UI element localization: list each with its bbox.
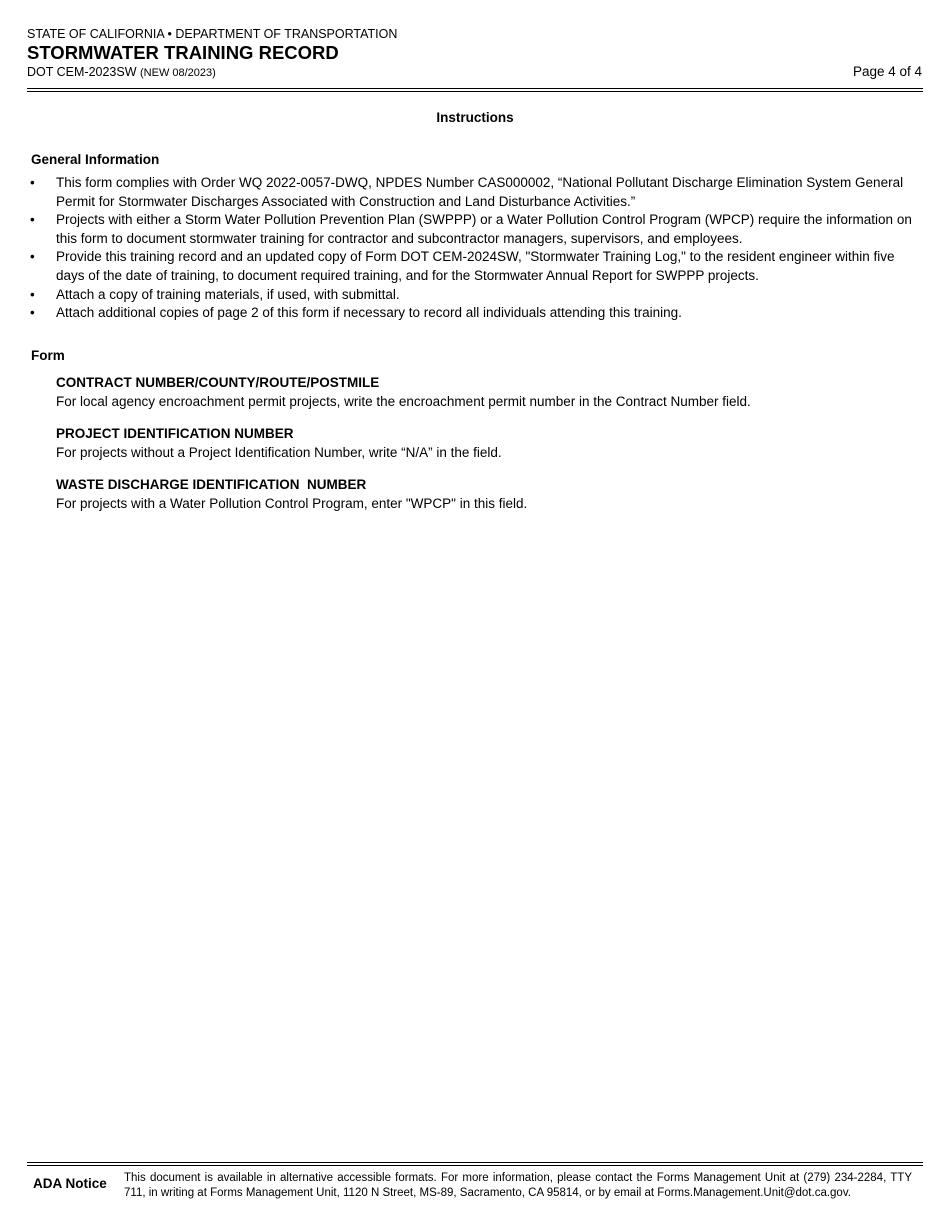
field-description: For projects without a Project Identification Number, write “N/A” in the field. bbox=[56, 445, 502, 460]
bullet-marker: • bbox=[30, 305, 35, 321]
ada-notice-label: ADA Notice bbox=[33, 1176, 107, 1191]
bullet-marker: • bbox=[30, 175, 35, 190]
instructions-heading: Instructions bbox=[436, 110, 514, 125]
agency-line: STATE OF CALIFORNIA • DEPARTMENT OF TRANSPORTATION bbox=[27, 27, 398, 41]
list-item bbox=[27, 304, 923, 323]
list-item bbox=[27, 286, 923, 305]
field-title: CONTRACT NUMBER/COUNTY/ROUTE/POSTMILE bbox=[56, 375, 380, 390]
ada-notice-text: This document is available in alternative accessible formats. For more information, please contact the Forms Management Unit at (279) 234-2284, TTY 711, in writing at Forms Management Unit, 1120 N Street, MS-89, Sacramento, CA 95814, or by email at Forms.Management.Unit@dot.ca.gov. bbox=[124, 1172, 912, 1199]
footer-divider bbox=[27, 1162, 923, 1166]
field-description: For projects with a Water Pollution Control Program, enter "WPCP" in this field. bbox=[56, 496, 528, 511]
document-page bbox=[27, 0, 923, 1230]
bullet-marker: • bbox=[30, 249, 35, 265]
form-revision: (NEW 08/2023) bbox=[140, 67, 216, 79]
form-title: STORMWATER TRAINING RECORD bbox=[27, 42, 339, 63]
form-number-line bbox=[27, 65, 216, 81]
field-instruction-project-id bbox=[56, 426, 916, 462]
list-item bbox=[27, 174, 923, 211]
page-number: Page 4 of 4 bbox=[852, 64, 922, 79]
header-divider bbox=[27, 88, 923, 92]
list-item bbox=[27, 248, 923, 285]
field-instruction-waste-discharge-id bbox=[56, 477, 916, 513]
field-title: WASTE DISCHARGE IDENTIFICATION NUMBER bbox=[56, 477, 367, 492]
list-item-text: Provide this training record and an updated copy of Form DOT CEM-2024SW, "Stormwater Training Log," to the resident engineer within five days of the date of training, to document required training, and for the Stormwater Annual Report for SWPPP projects. bbox=[56, 249, 895, 283]
general-information-heading: General Information bbox=[31, 152, 160, 167]
general-information-list bbox=[27, 174, 923, 323]
bullet-marker: • bbox=[30, 212, 35, 228]
form-section-heading: Form bbox=[31, 348, 65, 363]
bullet-marker: • bbox=[30, 286, 35, 302]
form-number: DOT CEM-2023SW bbox=[27, 65, 137, 79]
field-title: PROJECT IDENTIFICATION NUMBER bbox=[56, 426, 294, 441]
list-item-text: Attach additional copies of page 2 of this form if necessary to record all individuals attending this training. bbox=[56, 305, 682, 321]
field-description: For local agency encroachment permit projects, write the encroachment permit number in the Contract Number field. bbox=[56, 394, 751, 409]
list-item bbox=[27, 211, 923, 248]
form-header bbox=[27, 27, 923, 83]
list-item-text: This form complies with Order WQ 2022-0057-DWQ, NPDES Number CAS000002, “National Pollutant Discharge Elimination System General Permit for Stormwater Discharges Associated with Construction and Land Disturbance Activities.” bbox=[56, 175, 904, 209]
field-instruction-contract-number bbox=[56, 375, 916, 411]
list-item-text: Attach a copy of training materials, if used, with submittal. bbox=[56, 286, 400, 302]
list-item-text: Projects with either a Storm Water Pollution Prevention Plan (SWPPP) or a Water Pollution Control Program (WPCP) require the information on this form to document stormwater training for contractor and subcontractor managers, supervisors, and employees. bbox=[56, 212, 912, 246]
